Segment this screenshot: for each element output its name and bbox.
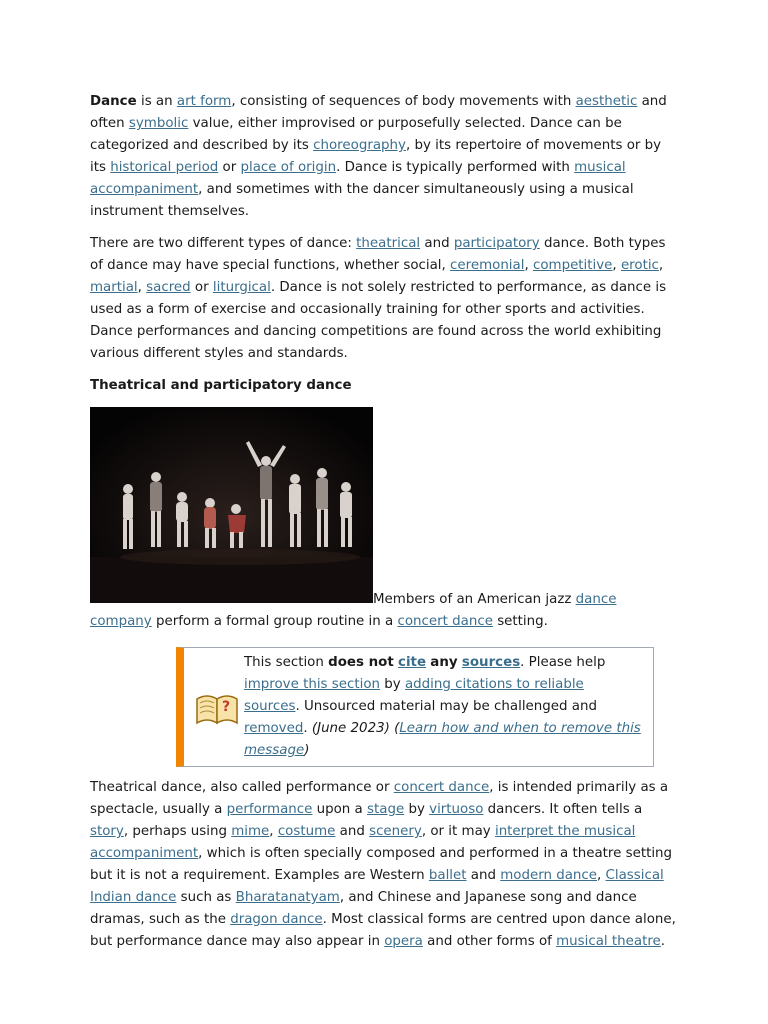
text: , by its repertoire of movements or by its bbox=[90, 138, 662, 175]
text: , and Chinese and Japanese song and dance dramas, such as the bbox=[90, 890, 637, 927]
text: . Dance is typically performed with bbox=[336, 160, 575, 175]
text: setting. bbox=[492, 614, 548, 629]
link-costume[interactable]: costume bbox=[277, 824, 336, 839]
dance-photo-graphic bbox=[90, 407, 373, 603]
text: or bbox=[190, 280, 213, 295]
text: , bbox=[658, 258, 664, 273]
text: . Please help bbox=[520, 655, 606, 670]
text: or bbox=[218, 160, 241, 175]
notice-date: (June 2023) bbox=[311, 721, 390, 736]
text: dancers. It often tells a bbox=[483, 802, 643, 817]
text: , is intended primarily as a spectacle, usually a bbox=[90, 780, 669, 817]
link-learn-remove[interactable]: Learn how and when to remove this message bbox=[244, 721, 641, 758]
text: is an bbox=[136, 94, 177, 109]
emphasis: any bbox=[430, 655, 458, 670]
link-historical-period[interactable]: historical period bbox=[110, 160, 219, 175]
text: ) bbox=[304, 743, 310, 758]
link-art-form[interactable]: art form bbox=[176, 94, 232, 109]
text: There are two different types of dance: bbox=[90, 236, 357, 251]
link-scenery[interactable]: scenery bbox=[369, 824, 422, 839]
link-removed[interactable]: removed bbox=[244, 721, 304, 736]
text: and other forms of bbox=[422, 934, 557, 949]
text: upon a bbox=[312, 802, 368, 817]
link-musical-accompaniment[interactable]: musical accompaniment bbox=[90, 160, 626, 197]
link-choreography[interactable]: choreography bbox=[313, 138, 406, 153]
text: , bbox=[137, 280, 147, 295]
link-musical-theatre[interactable]: musical theatre bbox=[556, 934, 661, 949]
link-mime[interactable]: mime bbox=[231, 824, 270, 839]
link-adding-citations[interactable]: adding citations to reliable sources bbox=[244, 677, 584, 714]
link-dance-company[interactable]: dance company bbox=[90, 592, 617, 629]
text: , perhaps using bbox=[123, 824, 232, 839]
link-sources[interactable]: sources bbox=[461, 655, 521, 670]
text: , and sometimes with the dancer simultaneously using a musical instrument themselves. bbox=[90, 182, 634, 219]
text: , bbox=[524, 258, 533, 273]
text: Members of an American jazz bbox=[373, 592, 576, 607]
text: and bbox=[420, 236, 454, 251]
text: ( bbox=[394, 721, 400, 736]
text: . Dance is not solely restricted to performance, as dance is used as a form of exercise and occasionally training for other sports and activities. Dance performances and dancing competitions are found across the world exhibiting various different styles and standards. bbox=[90, 280, 667, 361]
link-bharatanatyam[interactable]: Bharatanatyam bbox=[235, 890, 340, 905]
link-concert-dance[interactable]: concert dance bbox=[397, 614, 493, 629]
text: and often bbox=[90, 94, 667, 131]
text: , bbox=[597, 868, 606, 883]
link-ceremonial[interactable]: ceremonial bbox=[450, 258, 525, 273]
link-symbolic[interactable]: symbolic bbox=[128, 116, 189, 131]
link-stage[interactable]: stage bbox=[367, 802, 405, 817]
text: . bbox=[303, 721, 308, 736]
link-concert-dance-2[interactable]: concert dance bbox=[393, 780, 490, 795]
emphasis: does not bbox=[328, 655, 394, 670]
link-dragon-dance[interactable]: dragon dance bbox=[230, 912, 323, 927]
section-heading: Theatrical and participatory dance bbox=[90, 378, 352, 393]
link-martial[interactable]: martial bbox=[90, 280, 138, 295]
text: perform a formal group routine in a bbox=[151, 614, 398, 629]
link-erotic[interactable]: erotic bbox=[620, 258, 659, 273]
intro-paragraph bbox=[90, 91, 680, 223]
link-interpret-music[interactable]: interpret the musical accompaniment bbox=[90, 824, 636, 861]
link-aesthetic[interactable]: aesthetic bbox=[575, 94, 638, 109]
link-classical-indian-dance[interactable]: Classical Indian dance bbox=[90, 868, 664, 905]
text: by bbox=[404, 802, 430, 817]
link-improve-section[interactable]: improve this section bbox=[244, 677, 381, 692]
link-sacred[interactable]: sacred bbox=[146, 280, 191, 295]
lead-term: Dance bbox=[90, 94, 137, 109]
unsourced-notice bbox=[176, 647, 654, 767]
svg-text:?: ? bbox=[222, 699, 231, 715]
text: , which is often specially composed and performed in a theatre setting but it is not a requirement. Examples are Western bbox=[90, 846, 673, 883]
text: This section bbox=[244, 655, 329, 670]
text: , consisting of sequences of body movements with bbox=[231, 94, 576, 109]
text: , or it may bbox=[421, 824, 495, 839]
link-liturgical[interactable]: liturgical bbox=[212, 280, 271, 295]
link-modern-dance[interactable]: modern dance bbox=[500, 868, 598, 883]
theatrical-paragraph bbox=[90, 777, 680, 953]
article-body bbox=[90, 91, 680, 963]
link-story[interactable]: story bbox=[90, 824, 124, 839]
text: and bbox=[335, 824, 370, 839]
link-performance[interactable]: performance bbox=[226, 802, 313, 817]
text: , bbox=[612, 258, 621, 273]
notice-text bbox=[244, 652, 641, 762]
link-theatrical[interactable]: theatrical bbox=[356, 236, 421, 251]
text: . Most classical forms are centred upon dance alone, but performance dance may also appear in bbox=[90, 912, 676, 949]
text: . Unsourced material may be challenged and bbox=[295, 699, 597, 714]
link-cite[interactable]: cite bbox=[398, 655, 427, 670]
link-ballet[interactable]: ballet bbox=[428, 868, 467, 883]
link-participatory[interactable]: participatory bbox=[453, 236, 540, 251]
text: value, either improvised or purposefully selected. Dance can be categorized and described by its bbox=[90, 116, 622, 153]
link-place-of-origin[interactable]: place of origin bbox=[240, 160, 337, 175]
text: . bbox=[660, 934, 666, 949]
dance-photo[interactable] bbox=[90, 407, 373, 603]
text: dance. Both types of dance may have special functions, whether social, bbox=[90, 236, 666, 273]
link-competitive[interactable]: competitive bbox=[532, 258, 613, 273]
link-opera[interactable]: opera bbox=[384, 934, 423, 949]
types-paragraph bbox=[90, 233, 680, 365]
figure bbox=[90, 407, 680, 633]
text: Theatrical dance, also called performance or bbox=[90, 780, 394, 795]
link-virtuoso[interactable]: virtuoso bbox=[429, 802, 484, 817]
book-question-icon bbox=[190, 652, 244, 762]
text: such as bbox=[176, 890, 236, 905]
text: and bbox=[466, 868, 501, 883]
text: by bbox=[380, 677, 405, 692]
text: , bbox=[269, 824, 278, 839]
